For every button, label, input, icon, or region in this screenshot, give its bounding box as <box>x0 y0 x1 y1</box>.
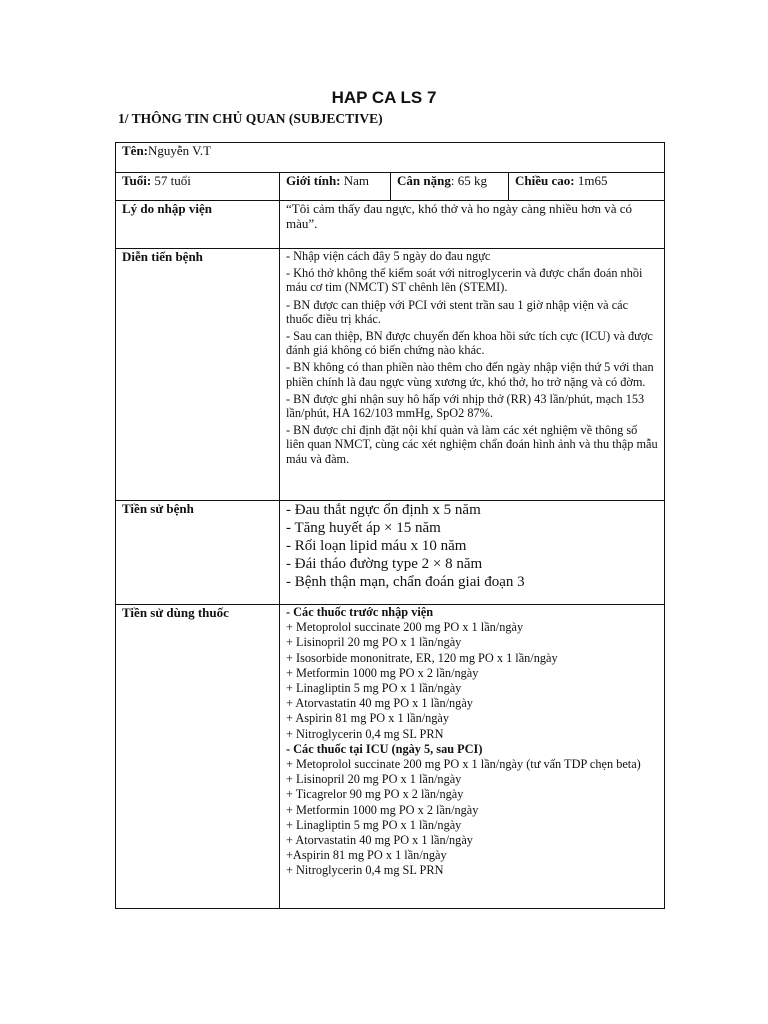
medication-item: + Aspirin 81 mg PO x 1 lần/ngày <box>286 711 450 726</box>
name-value: Nguyễn V.T <box>148 143 212 158</box>
medication-item: + Metoprolol succinate 200 mg PO x 1 lần/ngày <box>286 620 524 635</box>
sex-cell <box>280 173 391 201</box>
medication-item: + Isosorbide mononitrate, ER, 120 mg PO x 1 lần/ngày <box>286 650 558 665</box>
progress-list <box>280 249 665 501</box>
progress-item: - BN không có than phiền nào thêm cho đến ngày nhập viện thứ 5 với than phiền chính là đau ngực vùng xương ức, khó thở, ho trở nặng và có đờm. <box>286 360 654 389</box>
reason-text: “Tôi cảm thấy đau ngực, khó thở và ho ngày càng nhiều hơn và có màu”. <box>280 201 665 249</box>
name-cell <box>116 143 665 173</box>
history-label: Tiền sử bệnh <box>116 501 280 605</box>
progress-item: - Nhập viện cách đây 5 ngày do đau ngực <box>286 249 491 263</box>
document-title: HAP CA LS 7 <box>331 88 437 107</box>
age-cell <box>116 173 280 201</box>
progress-item: - Sau can thiệp, BN được chuyển đến khoa hồi sức tích cực (ICU) và được đánh giá không có biến chứng nào khác. <box>286 329 653 358</box>
row-name <box>116 143 665 173</box>
medication-item: + Nitroglycerin 0,4 mg SL PRN <box>286 726 444 741</box>
name-label: Tên: <box>122 143 148 158</box>
medication-item: + Linagliptin 5 mg PO x 1 lần/ngày <box>286 817 462 832</box>
height-cell <box>509 173 665 201</box>
history-item: - Đái tháo đường type 2 × 8 năm <box>286 556 483 572</box>
height-label: Chiều cao: <box>515 173 575 188</box>
progress-item: - BN được ghi nhận suy hô hấp với nhịp thở (RR) 43 lần/phút, mạch 153 lần/phút, HA 162/103 mmHg, SpO2 87%. <box>286 391 645 421</box>
progress-item: - Khó thở không thể kiểm soát với nitroglycerin và được chẩn đoán nhồi máu cơ tim (NMCT) ST chênh lên (STEMI). <box>286 266 643 295</box>
medication-item: + Atorvastatin 40 mg PO x 1 lần/ngày <box>286 696 473 711</box>
history-item: - Rối loạn lipid máu x 10 năm <box>286 538 467 554</box>
sex-label: Giới tính: <box>286 173 341 188</box>
medication-item: + Ticagrelor 90 mg PO x 2 lần/ngày <box>286 787 464 802</box>
medication-item: + Lisinopril 20 mg PO x 1 lần/ngày <box>286 635 462 650</box>
medication-item: + Lisinopril 20 mg PO x 1 lần/ngày <box>286 772 462 787</box>
medications-label: Tiền sử dùng thuốc <box>116 605 280 909</box>
height-value: 1m65 <box>574 173 608 188</box>
progress-item: - BN được can thiệp với PCI với stent trần sau 1 giờ nhập viện và các thuốc điều trị khác. <box>286 297 629 326</box>
row-history <box>116 501 665 605</box>
sex-value: Nam <box>340 173 370 188</box>
history-list <box>280 501 665 605</box>
history-item: - Đau thắt ngực ổn định x 5 năm <box>286 502 481 518</box>
medication-item: + Metformin 1000 mg PO x 2 lần/ngày <box>286 802 479 817</box>
weight-label: Cân nặng <box>397 173 451 188</box>
medication-item: + Nitroglycerin 0,4 mg SL PRN <box>286 863 444 878</box>
weight-value: : 65 kg <box>450 173 487 188</box>
row-demographics <box>116 173 665 201</box>
age-value: 57 tuổi <box>151 173 191 188</box>
medication-item: + Linagliptin 5 mg PO x 1 lần/ngày <box>286 681 462 696</box>
section-heading: 1/ THÔNG TIN CHỦ QUAN (SUBJECTIVE) <box>118 111 383 126</box>
medication-item: + Metoprolol succinate 200 mg PO x 1 lần/ngày (tư vấn TDP chẹn beta) <box>286 757 641 772</box>
weight-cell <box>391 173 509 201</box>
medication-item: + Atorvastatin 40 mg PO x 1 lần/ngày <box>286 833 473 848</box>
icu-header: - Các thuốc tại ICU (ngày 5, sau PCI) <box>286 741 483 756</box>
patient-info-table <box>115 142 665 909</box>
pre-admission-header: - Các thuốc trước nhập viện <box>286 605 434 619</box>
row-progress <box>116 249 665 501</box>
progress-item: - BN được chỉ định đặt nội khí quản và làm các xét nghiệm về thông số liên quan NMCT, cùng các xét nghiệm chẩn đoán hình ảnh và thu thập mẫu máu và đàm. <box>286 423 658 466</box>
history-item: - Tăng huyết áp × 15 năm <box>286 520 441 536</box>
history-item: - Bệnh thận mạn, chẩn đoán giai đoạn 3 <box>286 574 525 590</box>
medication-item: +Aspirin 81 mg PO x 1 lần/ngày <box>286 848 447 863</box>
medication-item: + Metformin 1000 mg PO x 2 lần/ngày <box>286 665 479 680</box>
reason-label: Lý do nhập viện <box>116 201 280 249</box>
row-reason <box>116 201 665 249</box>
age-label: Tuổi: <box>122 173 152 188</box>
medications-list <box>280 605 665 909</box>
progress-label: Diễn tiến bệnh <box>116 249 280 501</box>
row-medications <box>116 605 665 909</box>
